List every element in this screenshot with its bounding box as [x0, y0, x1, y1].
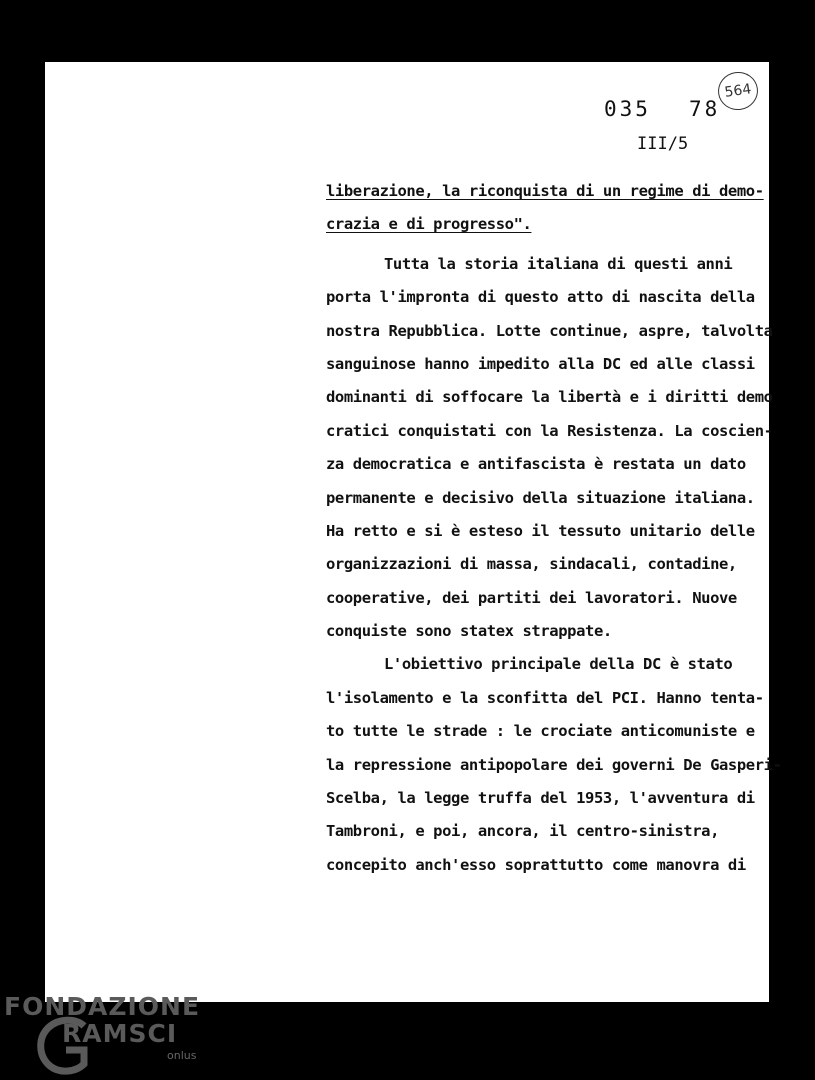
text-line-19: Scelba, la legge truffa del 1953, l'avventura di	[326, 789, 755, 808]
archive-code-a: 035	[604, 97, 651, 121]
typed-text-body	[326, 175, 782, 882]
logo-line-1: FONDAZIONE	[4, 992, 201, 1021]
page-number: III/5	[637, 134, 689, 154]
text-line-6: sanguinose hanno impedito alla DC ed alle classi	[326, 354, 755, 373]
text-line-15: L'obiettivo principale della DC è stato	[384, 655, 733, 674]
logo-line-3: onlus	[167, 1049, 197, 1062]
text-line-17: to tutte le strade : le crociate anticomuniste e	[326, 722, 755, 741]
text-line-2: crazia e di progresso".	[326, 215, 532, 234]
text-line-5: nostra Repubblica. Lotte continue, aspre, talvolta	[326, 321, 773, 340]
text-line-16: l'isolamento e la sconfitta del PCI. Hanno tenta-	[326, 688, 764, 707]
text-line-11: Ha retto e si è esteso il tessuto unitario delle	[326, 521, 755, 540]
text-line-8: cratici conquistati con la Resistenza. La coscien-	[326, 421, 773, 440]
fondazione-gramsci-logo	[4, 992, 204, 1076]
text-line-13: cooperative, dei partiti dei lavoratori. Nuove	[326, 588, 737, 607]
text-line-4: porta l'impronta di questo atto di nascita della	[326, 288, 755, 307]
archive-stamp: 564	[716, 69, 761, 112]
text-line-1: liberazione, la riconquista di un regime di demo-	[326, 182, 764, 200]
archive-code-b: 78	[688, 97, 721, 121]
text-line-10: permanente e decisivo della situazione italiana.	[326, 488, 755, 507]
text-line-9: za democratica e antifascista è restata un dato	[326, 455, 746, 474]
text-line-20: Tambroni, e poi, ancora, il centro-sinistra,	[326, 822, 719, 841]
text-line-3: Tutta la storia italiana di questi anni	[384, 254, 733, 273]
text-line-21: concepito anch'esso soprattutto come manovra di	[326, 855, 746, 874]
logo-line-2: RAMSCI	[62, 1019, 178, 1048]
text-line-7: dominanti di soffocare la libertà e i diritti demo	[326, 388, 773, 407]
text-line-12: organizzazioni di massa, sindacali, contadine,	[326, 555, 737, 574]
text-line-14: conquiste sono statex strappate.	[326, 622, 612, 641]
text-line-18: la repressione antipopolare dei governi De Gasperi-	[326, 755, 782, 774]
archive-codes	[604, 97, 720, 121]
